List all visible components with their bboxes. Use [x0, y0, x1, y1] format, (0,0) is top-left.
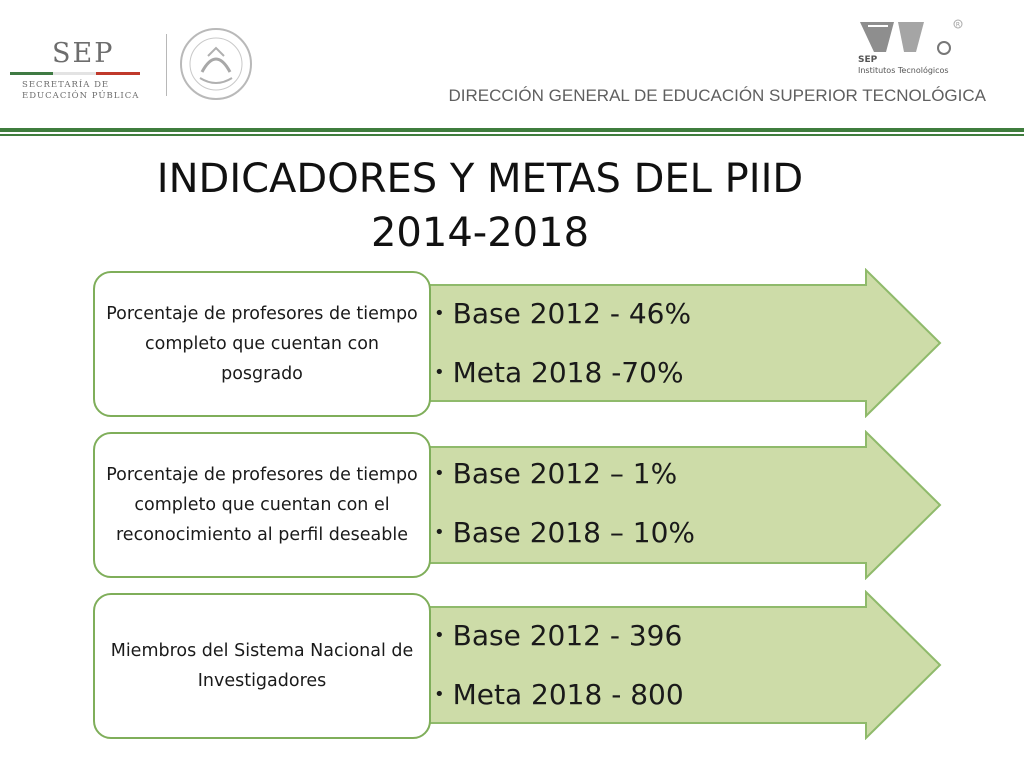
indicator-1-meta: • Meta 2018 -70% [434, 345, 691, 404]
sep-logo-bar [10, 72, 140, 75]
indicator-1-base: • Base 2012 - 46% [434, 286, 691, 345]
indicator-values-2 [434, 446, 695, 564]
indicator-3-base: • Base 2012 - 396 [434, 608, 684, 667]
indicator-label-box-2 [93, 432, 431, 578]
indicator-values-3 [434, 608, 684, 726]
indicator-2-base: • Base 2012 – 1% [434, 446, 695, 505]
sep-logo-word: SEP [52, 38, 115, 69]
indicator-label-box-3 [93, 593, 431, 739]
slide-title-line1: INDICADORES Y METAS DEL PIID [156, 156, 804, 202]
indicator-label-box-1 [93, 271, 431, 417]
indicator-row-3 [0, 590, 1024, 740]
indicator-2-meta: • Base 2018 – 10% [434, 505, 695, 564]
it-logo-text: Institutos Tecnológicos [858, 66, 949, 75]
slide-title-line2: 2014-2018 [370, 210, 590, 256]
header-rule-thin [0, 134, 1024, 136]
indicator-row-2 [0, 430, 1024, 580]
sep-logo-line1: SECRETARÍA DE [22, 80, 110, 90]
indicator-label-1: Porcentaje de profesores de tiempo completo que cuentan con posgrado [106, 304, 418, 384]
indicator-row-1 [0, 268, 1024, 418]
header-direction-text: DIRECCIÓN GENERAL DE EDUCACIÓN SUPERIOR TECNOLÓGICA [448, 86, 986, 105]
indicator-label-2: Porcentaje de profesores de tiempo completo que cuentan con el reconocimiento al perfil deseable [106, 465, 418, 545]
registered-mark: R [955, 21, 961, 29]
it-logo-sep: SEP [858, 55, 878, 65]
indicator-label-3: Miembros del Sistema Nacional de Investigadores [110, 641, 414, 691]
indicator-3-meta: • Meta 2018 - 800 [434, 667, 684, 726]
national-seal-icon [178, 26, 254, 102]
indicator-values-1 [434, 286, 691, 404]
sep-logo-line2: EDUCACIÓN PÚBLICA [22, 91, 140, 101]
logo-divider [166, 34, 167, 96]
header-rule-thick [0, 128, 1024, 132]
